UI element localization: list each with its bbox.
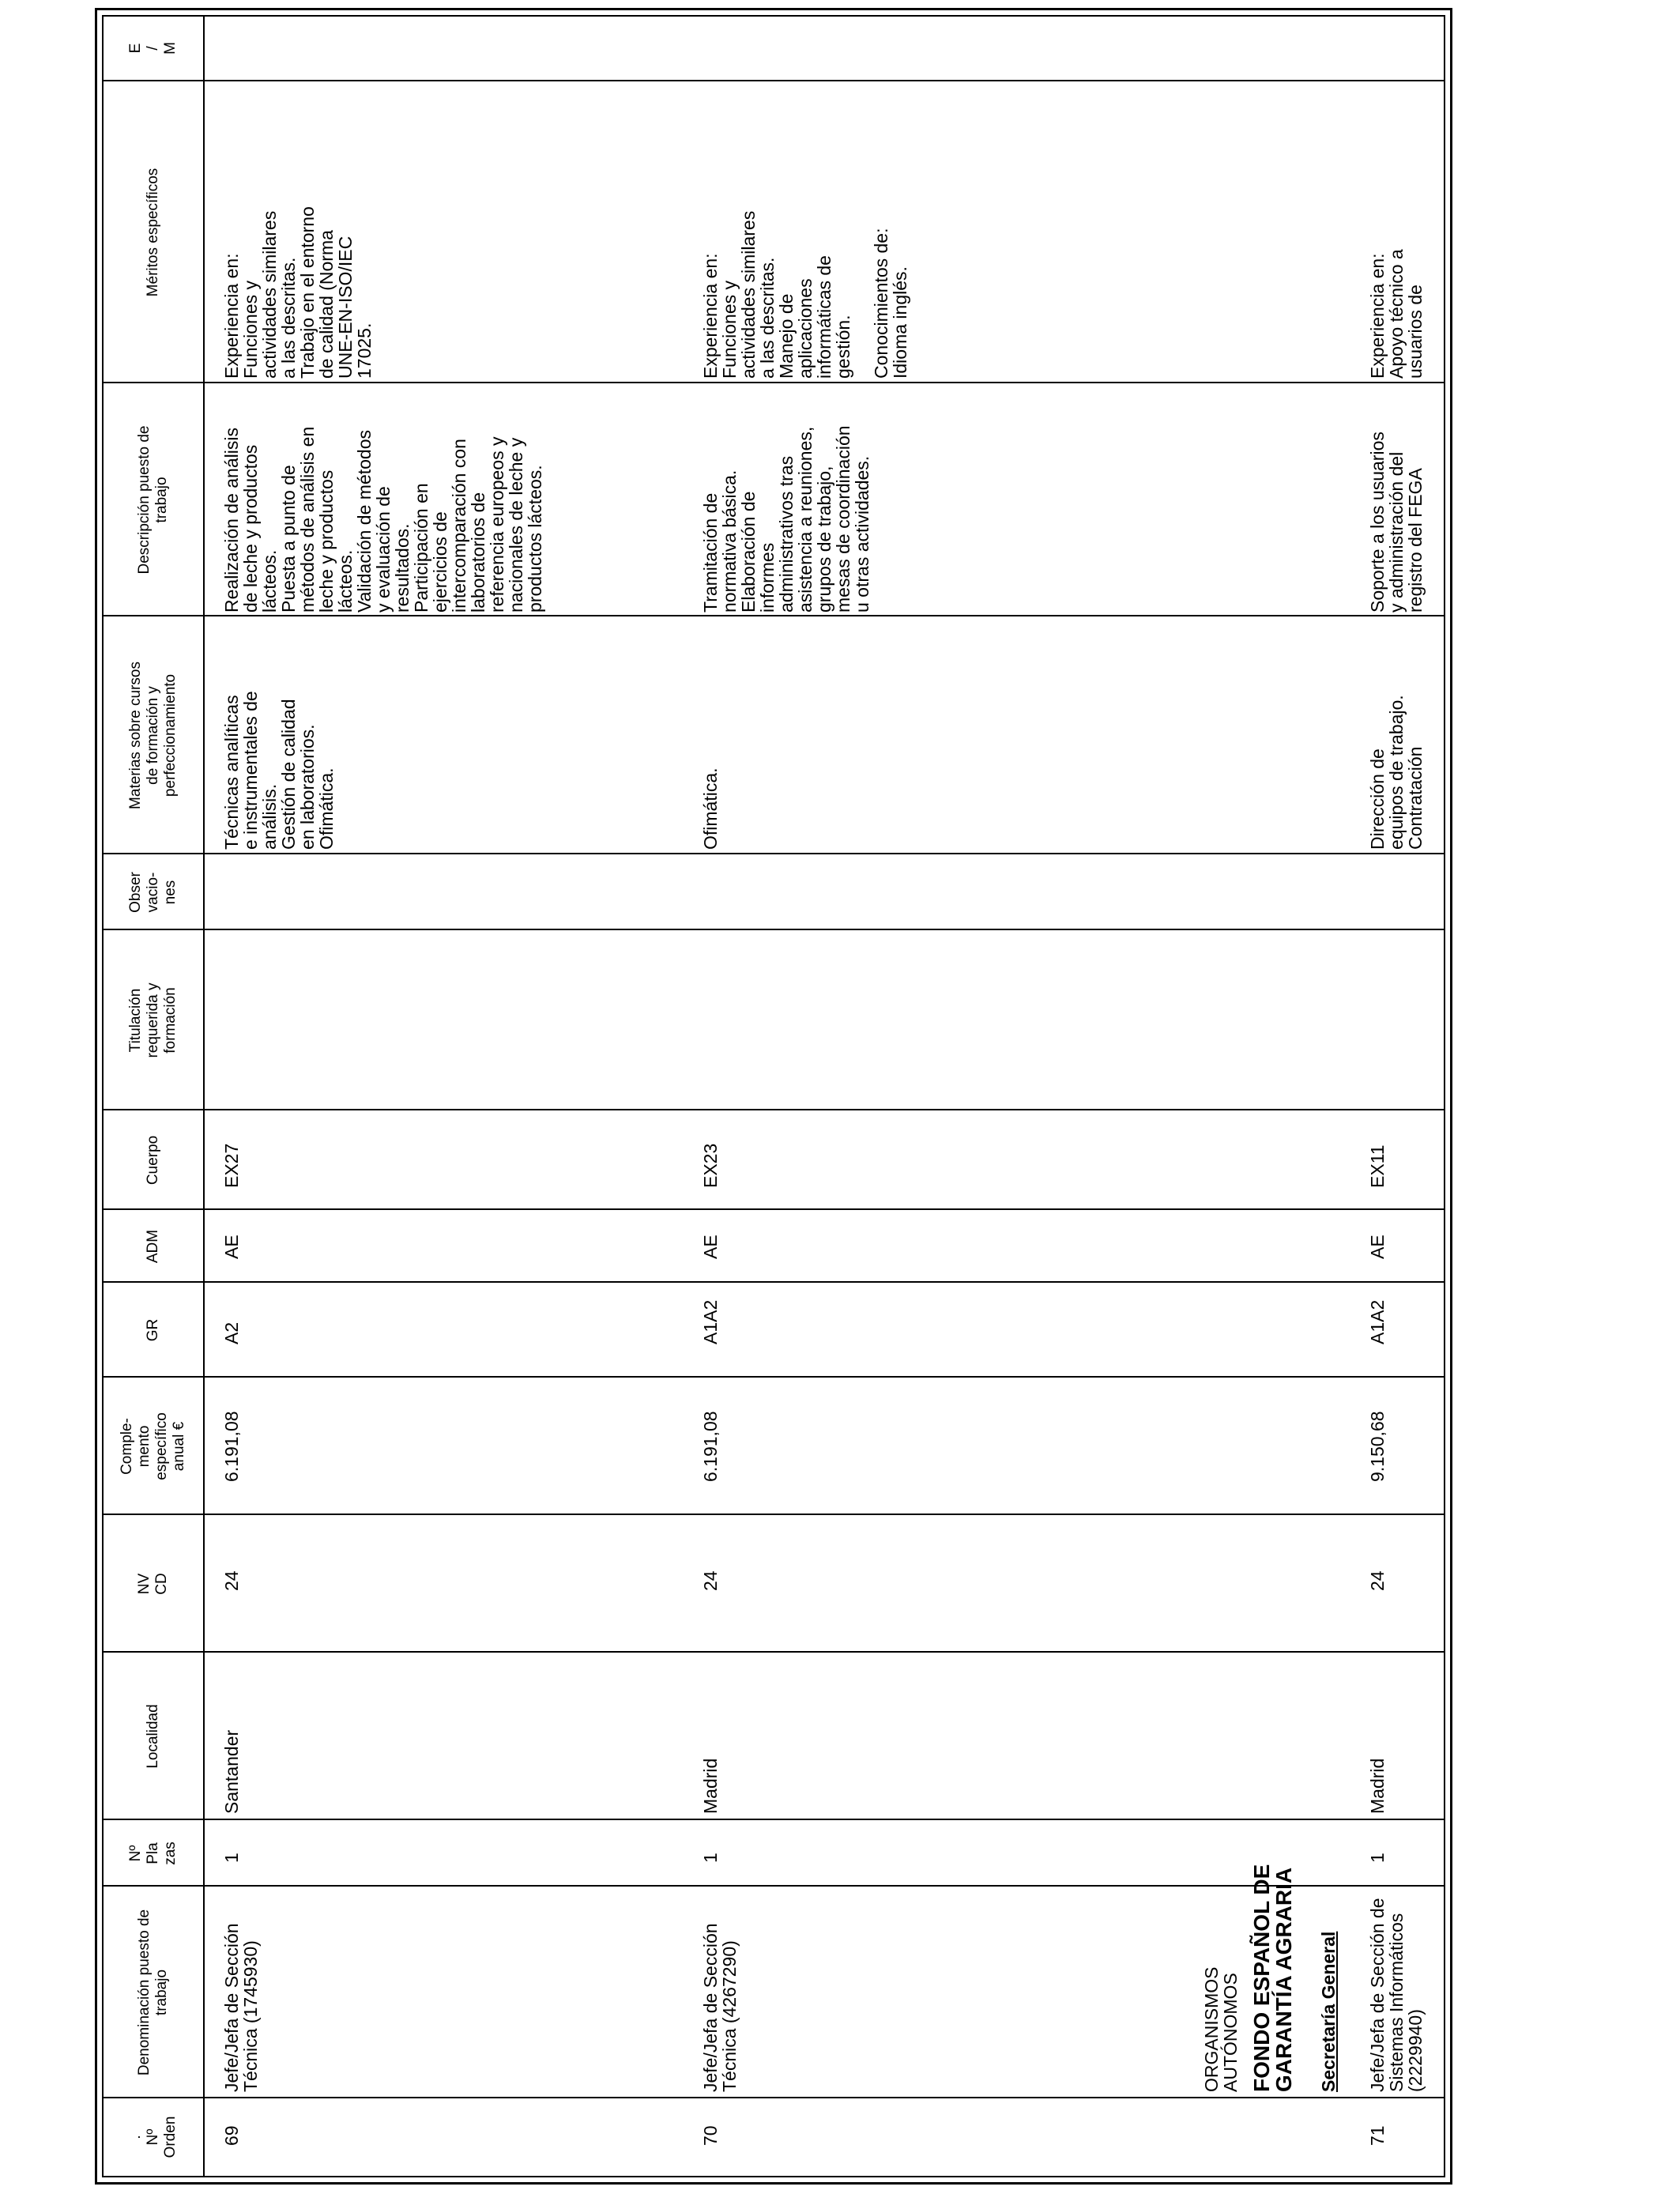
row-denominacion: Jefe/Jefa de Sección Técnica (4267290): [700, 1923, 740, 2092]
row-complemento: 6.191,08: [221, 1411, 242, 1482]
row-adm: AE: [1367, 1235, 1388, 1259]
row-meritos: Experiencia en: Funciones y actividades similares a las descritas. Trabajo en el entorno de calidad (Norma UNE-EN-ISO/IEC 17025.: [221, 206, 375, 379]
row-complemento: 9.150,68: [1367, 1411, 1388, 1482]
row-meritos: Experiencia en: Funciones y actividades similares a las descritas. Manejo de aplicaciones informáticas de gestión. Conocimientos de: Idioma inglés.: [700, 210, 910, 379]
table-grid: [102, 15, 1445, 2177]
row-gr: A1A2: [700, 1299, 721, 1344]
row-descripcion: Realización de análisis de leche y productos lácteos. Puesta a punto de métodos de análisis en leche y productos lácteos. Validación de métodos y evaluación de resultados. Participación en ejercicios de intercomparación con laboratorios de referencia europeos y nacionales de leche y productos lácteos.: [221, 426, 545, 613]
row-plazas: 1: [700, 1853, 721, 1863]
row-orden: 69: [221, 2125, 242, 2146]
row-localidad: Madrid: [700, 1758, 721, 1814]
row-plazas: 1: [221, 1853, 242, 1863]
row-localidad: Santander: [221, 1729, 242, 1814]
row-cuerpo: EX11: [1367, 1144, 1388, 1188]
row-nv-cd: 24: [700, 1570, 721, 1591]
row-complemento: 6.191,08: [700, 1411, 721, 1482]
header-cuerpo: Cuerpo: [145, 1135, 161, 1186]
row-materias: Dirección de equipos de trabajo. Contratación: [1367, 695, 1426, 850]
header-adm: ADM: [145, 1229, 161, 1264]
section-secretaria: Secretaría General: [1318, 1931, 1339, 2092]
header-nv-cd: NV CD: [136, 1573, 170, 1595]
header-orden: . Nº Orden: [127, 2116, 179, 2158]
row-cuerpo: EX27: [221, 1143, 242, 1188]
row-plazas: 1: [1367, 1853, 1388, 1863]
row-materias: Técnicas analíticas e instrumentales de análisis. Gestión de calidad en laboratorios. Ofimática.: [221, 691, 337, 850]
header-em: E / M: [127, 42, 179, 55]
table-outer-frame: [95, 8, 1452, 2185]
header-gr: GR: [145, 1318, 161, 1342]
header-titulacion: Titulación requerida y formación: [127, 982, 179, 1058]
row-meritos: Experiencia en: Apoyo técnico a usuarios de: [1367, 249, 1426, 379]
row-gr: A1A2: [1367, 1299, 1388, 1344]
row-denominacion: Jefe/Jefa de Sección Técnica (1745930): [221, 1923, 261, 2092]
row-gr: A2: [221, 1321, 242, 1344]
header-plazas: Nº Pla zas: [127, 1842, 179, 1865]
header-meritos: Méritos específicos: [145, 168, 161, 297]
row-nv-cd: 24: [1367, 1570, 1388, 1591]
header-denominacion: Denominación puesto de trabajo: [136, 1909, 170, 2076]
section-organismos: ORGANISMOS AUTÓNOMOS: [1201, 1966, 1241, 2092]
row-orden: 71: [1367, 2125, 1388, 2146]
row-orden: 70: [700, 2125, 721, 2146]
row-localidad: Madrid: [1367, 1758, 1388, 1814]
row-cuerpo: EX23: [700, 1143, 721, 1188]
row-descripcion: Soporte a los usuarios y administración del registro del FEGA: [1367, 432, 1426, 613]
row-adm: AE: [221, 1235, 242, 1259]
row-materias: Ofimática.: [700, 767, 721, 850]
header-materias: Materias sobre cursos de formación y perfeccionamiento: [127, 662, 179, 809]
row-nv-cd: 24: [221, 1570, 242, 1591]
header-observaciones: Obser vacio- nes: [127, 872, 179, 913]
row-descripcion: Tramitación de normativa básica. Elaboración de informes administrativos tras asistencia a reuniones, grupos de trabajo, mesas de coordinación u otras actividades.: [700, 425, 872, 613]
row-denominacion: Jefe/Jefa de Sección de Sistemas Informáticos (2229940): [1367, 1898, 1426, 2092]
header-descripcion: Descripción puesto de trabajo: [136, 425, 170, 575]
header-localidad: Localidad: [145, 1704, 161, 1769]
section-fondo: FONDO ESPAÑOL DE GARANTÍA AGRARIA: [1249, 1864, 1296, 2092]
header-complemento: Comple- mento específico anual €: [119, 1412, 187, 1480]
row-adm: AE: [700, 1235, 721, 1259]
